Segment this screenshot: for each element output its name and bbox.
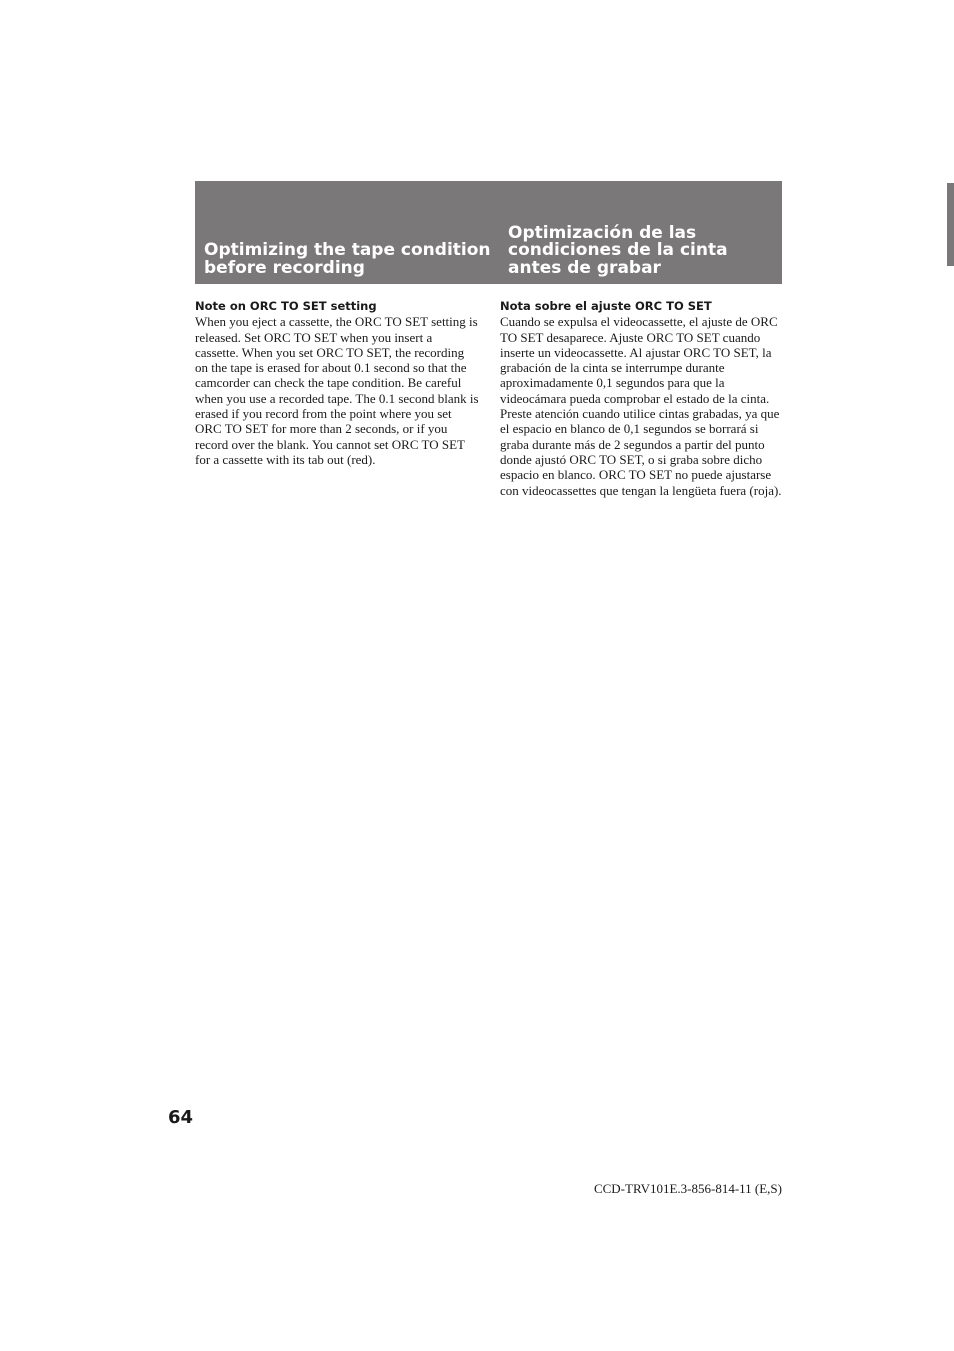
english-column [195, 299, 479, 467]
note-heading-english: Note on ORC TO SET setting [195, 299, 377, 313]
model-code: CCD-TRV101E.3-856-814-11 (E,S) [593, 1181, 782, 1196]
note-heading-spanish: Nota sobre el ajuste ORC TO SET [500, 299, 712, 313]
note-body-english: When you eject a cassette, the ORC TO SET setting is released. Set ORC TO SET when you insert a cassette. When you set ORC TO SET, the recording on the tape is erased for about 0.1 second so that the camcorder can check the tape condition. Be careful when you use a recorded tape. The 0.1 second blank is erased if you record from the point where you set ORC TO SET for more than 2 seconds, or if you record over the blank. You cannot set ORC TO SET for a cassette with its tab out (red). [195, 314, 479, 467]
spanish-column [500, 299, 785, 498]
page-edge-tab [947, 183, 954, 266]
section-title-spanish: Optimización de las condiciones de la cinta antes de grabar [508, 222, 728, 278]
section-title-english: Optimizing the tape condition before recording [204, 240, 491, 278]
note-body-spanish: Cuando se expulsa el videocassette, el ajuste de ORC TO SET desaparece. Ajuste ORC TO SET cuando inserte un videocassette. Al ajustar ORC TO SET, la grabación de la cinta se interrumpe durante aproximadamente 0,1 segundos para que la videocámara pueda comprobar el estado de la cinta. Preste atención cuando utilice cintas grabadas, ya que el espacio en blanco de 0,1 segundos se borrará si graba durante más de 2 segundos a partir del punto donde ajustó ORC TO SET, o si graba sobre dicho espacio en blanco. ORC TO SET no puede ajustarse con videocassettes que tengan la lengüeta fuera (roja). [500, 314, 782, 498]
page-number: 64 [168, 1107, 194, 1128]
